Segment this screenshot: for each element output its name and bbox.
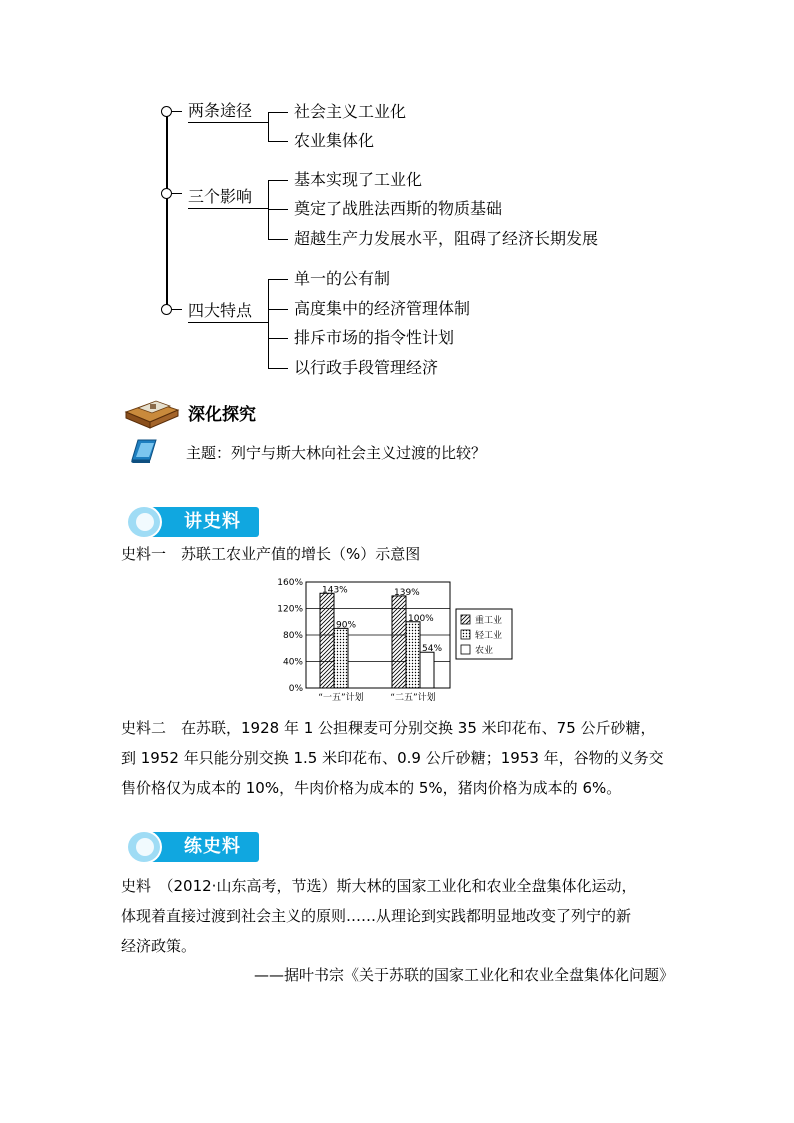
- x-category-label: “一五”计划: [318, 693, 364, 703]
- topic-text: 主题：列宁与斯大林向社会主义过渡的比较？: [186, 444, 487, 462]
- data-label: 54%: [422, 644, 443, 655]
- tree-group-label: 三个影响: [188, 187, 253, 206]
- material-two-line: 到 1952 年只能分别交换 1.5 米印花布、0.9 公斤砂糖；1953 年，谷物的义务交: [121, 749, 664, 767]
- tree-item: 农业集体化: [294, 131, 375, 150]
- material-one-title: 史料一 苏联工农业产值的增长（%）示意图: [121, 545, 421, 563]
- y-tick-label: 120%: [277, 604, 303, 615]
- tree-branch: [268, 309, 288, 310]
- banner-label: 练史料: [184, 836, 241, 857]
- tree-connector: [172, 193, 182, 194]
- y-tick-label: 160%: [277, 578, 303, 588]
- bar-chart: [270, 572, 520, 707]
- tree-spine: [166, 114, 168, 312]
- section-title: 深化探究: [188, 405, 256, 425]
- tree-branch: [268, 180, 288, 181]
- tree-connector: [188, 208, 268, 209]
- tree-bracket: [268, 180, 269, 240]
- data-label: 100%: [408, 613, 434, 624]
- x-category-label: “二五”计划: [390, 693, 436, 703]
- tree-node-circle: [161, 106, 172, 117]
- banner-lecture-materials: [126, 505, 260, 539]
- banner-practice-materials: [126, 830, 260, 864]
- y-tick-label: 0%: [288, 684, 303, 694]
- exercise-line: 经济政策。: [121, 937, 197, 955]
- tree-branch: [268, 141, 288, 142]
- legend-swatch: [461, 645, 470, 654]
- y-tick-label: 80%: [282, 631, 303, 641]
- tree-bracket: [268, 279, 269, 368]
- tree-branch: [268, 112, 288, 113]
- tree-group-label: 两条途径: [188, 101, 253, 120]
- tree-item: 排斥市场的指令性计划: [294, 328, 455, 347]
- chart-svg: [270, 572, 520, 707]
- bar: [334, 628, 348, 688]
- material-two-line: 售价格仅为成本的 10%，牛肉价格为成本的 5%，猪肉价格为成本的 6%。: [121, 779, 622, 797]
- exercise-source: ——据叶书宗《关于苏联的国家工业化和农业全盘集体化问题》: [254, 966, 675, 984]
- banner-badge-inner: [136, 513, 154, 531]
- banner-badge-inner: [136, 838, 154, 856]
- tree-node-circle: [161, 188, 172, 199]
- tree-connector: [172, 111, 182, 112]
- tree-item: 奠定了战胜法西斯的物质基础: [294, 199, 503, 218]
- tree-item: 超越生产力发展水平，阻碍了经济长期发展: [294, 229, 599, 248]
- data-label: 90%: [336, 620, 357, 631]
- tree-item: 社会主义工业化: [294, 102, 407, 121]
- tree-node-circle: [161, 304, 172, 315]
- tree-item: 高度集中的经济管理体制: [294, 299, 471, 318]
- legend-swatch: [461, 615, 470, 624]
- y-tick-label: 40%: [282, 657, 303, 668]
- material-two-line: 史料二 在苏联，1928 年 1 公担稞麦可分别交换 35 米印花布、75 公斤砂糖，: [121, 719, 656, 737]
- data-label: 143%: [322, 585, 348, 596]
- tree-connector: [172, 309, 182, 310]
- tree-branch: [268, 368, 288, 369]
- tree-connector: [188, 122, 268, 123]
- bar: [320, 593, 334, 688]
- bar: [406, 622, 420, 688]
- tree-group-label: 四大特点: [188, 301, 253, 320]
- data-label: 139%: [394, 587, 420, 598]
- tree-branch: [268, 338, 288, 339]
- tree-bracket: [268, 112, 269, 142]
- exercise-line: 史料 （2012·山东高考，节选）斯大林的国家工业化和农业全盘集体化运动，: [121, 877, 637, 895]
- tree-branch: [268, 239, 288, 240]
- exercise-line: 体现着直接过渡到社会主义的原则……从理论到实践都明显地改变了列宁的新: [121, 907, 632, 925]
- legend-label: 农业: [475, 646, 494, 656]
- legend-swatch: [461, 630, 470, 639]
- tree-branch: [268, 209, 288, 210]
- legend-label: 轻工业: [475, 631, 503, 641]
- legend-label: 重工业: [475, 616, 503, 626]
- banner-label: 讲史料: [184, 511, 241, 532]
- tree-item: 单一的公有制: [294, 269, 391, 288]
- bar: [420, 652, 434, 688]
- folder-icon: [130, 438, 158, 464]
- tree-item: 基本实现了工业化: [294, 170, 423, 189]
- tree-item: 以行政手段管理经济: [294, 358, 439, 377]
- tree-connector: [188, 322, 268, 323]
- book-icon: [124, 396, 180, 430]
- tree-branch: [268, 279, 288, 280]
- bar: [392, 596, 406, 688]
